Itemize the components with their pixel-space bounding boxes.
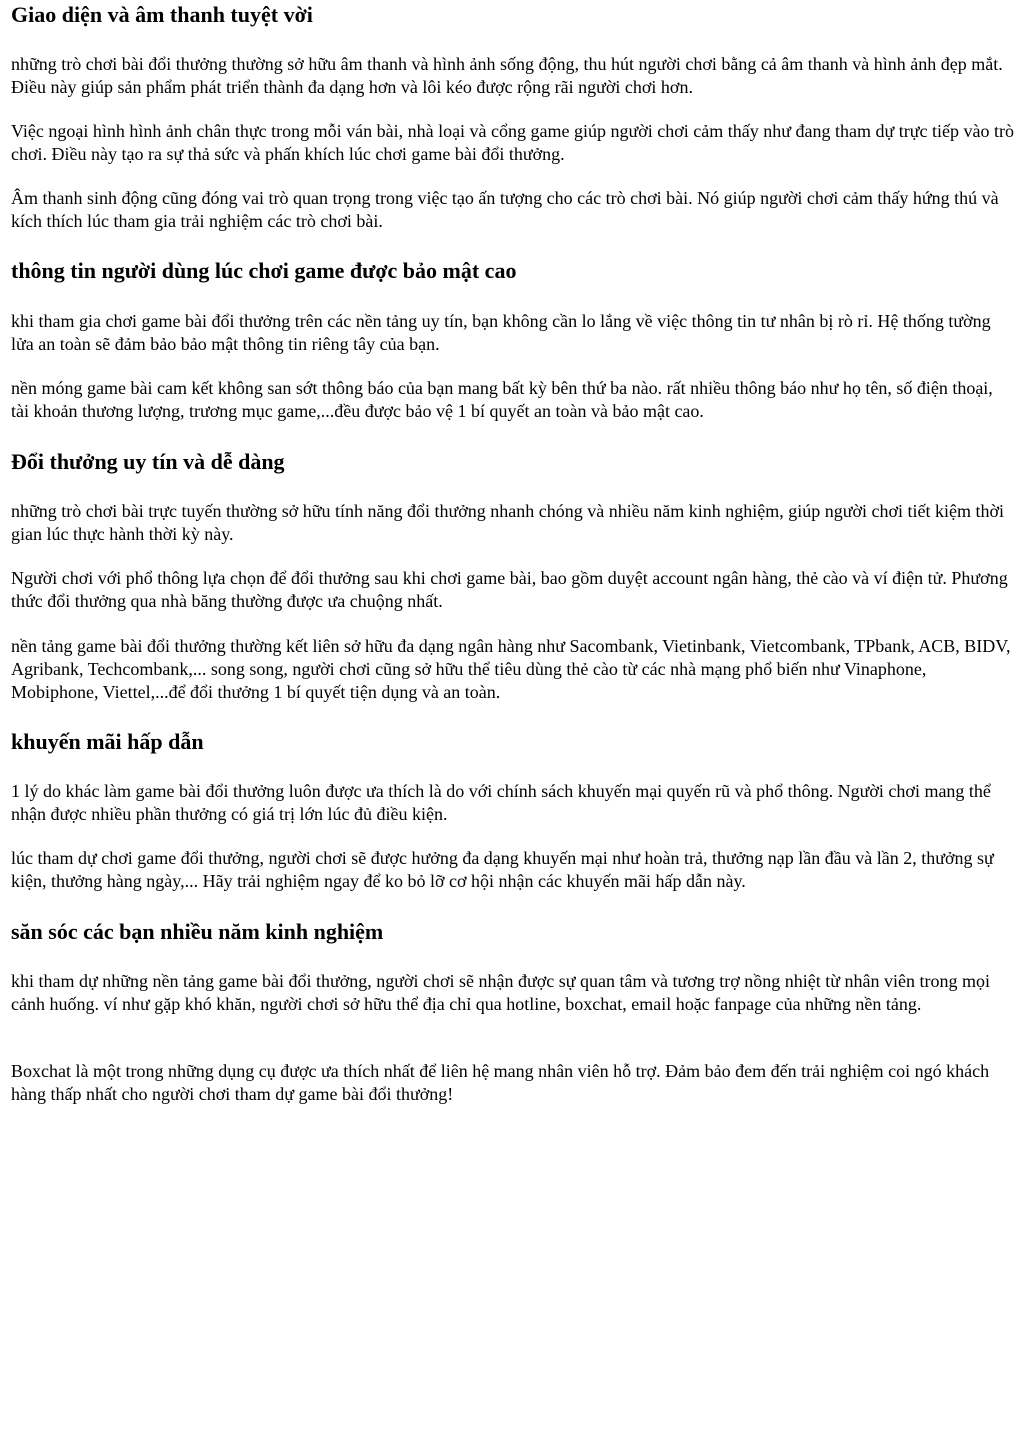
- section-heading: săn sóc các bạn nhiều năm kinh nghiệm: [11, 919, 384, 944]
- paragraph: 1 lý do khác làm game bài đổi thưởng luôn được ưa thích là do với chính sách khuyến mại quyến rũ và phổ thông. Người chơi mang thể nhận được nhiều phần thưởng có giá trị lớn lúc đủ điều kiện.: [11, 781, 991, 824]
- paragraph: nền móng game bài cam kết không san sớt thông báo của bạn mang bất kỳ bên thứ ba nào. rất nhiều thông báo như họ tên, số điện thoại, tài khoản thương lượng, trương mục game,...đều được bảo vệ 1 bí quyết an toàn và bảo mật cao.: [11, 378, 993, 421]
- paragraph: Việc ngoại hình hình ảnh chân thực trong mỗi ván bài, nhà loại và cổng game giúp người chơi cảm thấy như đang tham dự trực tiếp vào trò chơi. Điều này tạo ra sự thả sức và phấn khích lúc chơi game bài đổi thưởng.: [11, 121, 1014, 164]
- paragraph: những trò chơi bài đổi thưởng thường sở hữu âm thanh và hình ảnh sống động, thu hút người chơi bằng cả âm thanh và hình ảnh đẹp mắt. Điều này giúp sản phẩm phát triển thành đa dạng hơn và lôi kéo được rộng rãi người chơi hơn.: [11, 54, 1003, 97]
- paragraph: Boxchat là một trong những dụng cụ được ưa thích nhất để liên hệ mang nhân viên hỗ trợ. Đảm bảo đem đến trải nghiệm coi ngó khách hàng thấp nhất cho người chơi tham dự game bài đổi thưởng!: [11, 1061, 990, 1104]
- paragraph: những trò chơi bài trực tuyến thường sở hữu tính năng đổi thưởng nhanh chóng và nhiều năm kinh nghiệm, giúp người chơi tiết kiệm thời gian lúc thực hành thời kỳ này.: [11, 501, 1005, 544]
- paragraph: nền tảng game bài đổi thưởng thường kết liên sở hữu đa dạng ngân hàng như Sacombank, Vietinbank, Vietcombank, TPbank, ACB, BIDV, Agribank, Techcombank,... song song, người chơi cũng sở hữu thể tiêu dùng thẻ cào từ các nhà mạng phổ biến như Vinaphone, Mobiphone, Viettel,...để đổi thưởng 1 bí quyết tiện dụng và an toàn.: [11, 636, 1011, 702]
- paragraph: Người chơi với phổ thông lựa chọn để đổi thưởng sau khi chơi game bài, bao gồm duyệt account ngân hàng, thẻ cào và ví điện tử. Phương thức đổi thưởng qua nhà băng thường được ưa chuộng nhất.: [11, 568, 1008, 611]
- paragraph: Âm thanh sinh động cũng đóng vai trò quan trọng trong việc tạo ấn tượng cho các trò chơi bài. Nó giúp người chơi cảm thấy hứng thú và kích thích lúc tham gia trải nghiệm các trò chơi bài.: [11, 188, 999, 231]
- section-heading: Đổi thưởng uy tín và dễ dàng: [11, 449, 285, 474]
- paragraph: khi tham gia chơi game bài đổi thưởng trên các nền tảng uy tín, bạn không cần lo lắng về việc thông tin tư nhân bị rò rỉ. Hệ thống tường lửa an toàn sẽ đảm bảo bảo mật thông tin riêng tây của bạn.: [11, 311, 991, 354]
- paragraph: lúc tham dự chơi game đổi thưởng, người chơi sẽ được hưởng đa dạng khuyến mại như hoàn trả, thưởng nạp lần đầu và lần 2, thưởng sự kiện, thưởng hàng ngày,... Hãy trải nghiệm ngay để ko bỏ lỡ cơ hội nhận các khuyến mãi hấp dẫn này.: [11, 848, 994, 891]
- paragraph: khi tham dự những nền tảng game bài đổi thưởng, người chơi sẽ nhận được sự quan tâm và tương trợ nồng nhiệt từ nhân viên trong mọi cảnh huống. ví như gặp khó khăn, người chơi sở hữu thể địa chỉ qua hotline, boxchat, email hoặc fanpage của những nền tảng.: [11, 971, 991, 1014]
- section-heading: Giao diện và âm thanh tuyệt vời: [11, 2, 313, 27]
- section-heading: khuyến mãi hấp dẫn: [11, 729, 204, 754]
- section-heading: thông tin người dùng lúc chơi game được bảo mật cao: [11, 258, 517, 283]
